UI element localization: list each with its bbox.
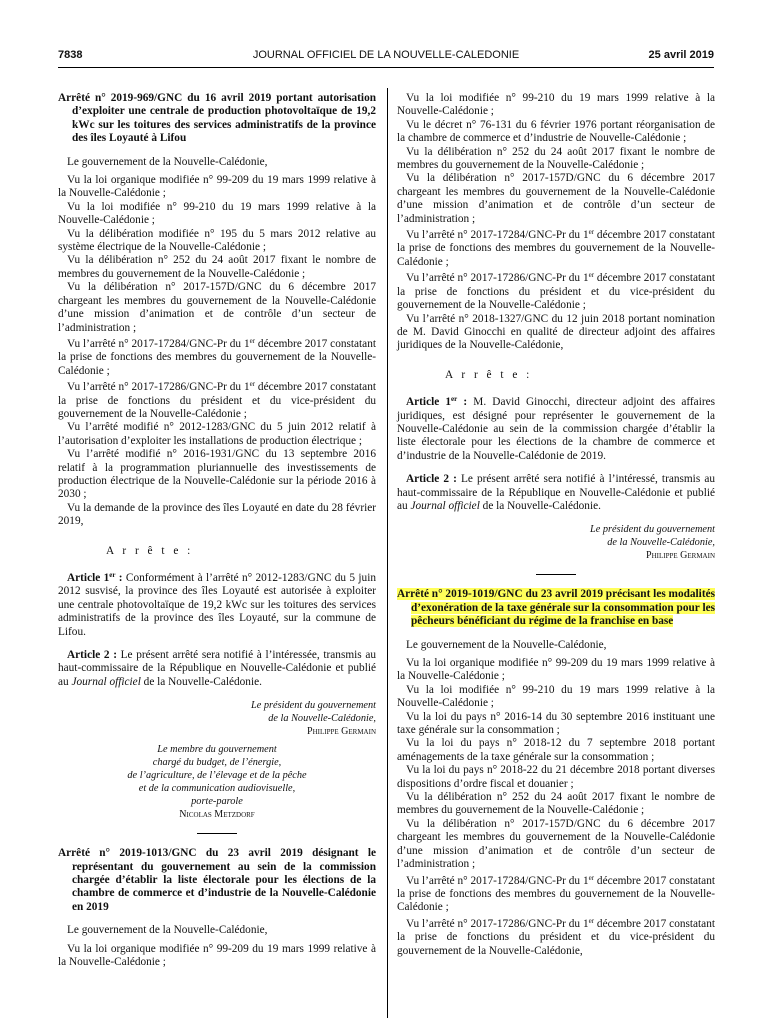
paragraph: Vu la loi du pays n° 2016-14 du 30 septembre 2016 instituant une taxe générale sur la consommation ; (397, 710, 715, 737)
signature-president: Le président du gouvernement de la Nouvelle-Calédonie, Philippe Germain (590, 524, 715, 562)
arrete-heading: A r r ê t e : (106, 544, 194, 557)
paragraph: Vu la loi modifiée n° 99-210 du 19 mars 1999 relative à la Nouvelle-Calédonie ; (397, 92, 715, 118)
page-number: 7838 (58, 49, 83, 61)
paragraph: Vu la délibération n° 2017-157D/GNC du 6 décembre 2017 chargeant les membres du gouvernement de la Nouvelle-Calédonie d’une mission d’animation et de contrôle d’un secteur de l’administration ; (58, 281, 376, 334)
article-2: Article 2 : Le présent arrêté sera notifié à l’intéressée, transmis au haut-commissaire de la République en Nouvelle-Calédonie et publié au Journal officiel de la Nouvelle-Calédonie. (58, 649, 376, 688)
decree-title-969: Arrêté n° 2019-969/GNC du 16 avril 2019 portant autorisation d’exploiter une centrale de production photovoltaïque de 19,2 kWc sur les toitures des services administratifs de la province des îles Loyauté à Lifou (58, 92, 376, 145)
paragraph: Vu l’arrêté n° 2017-17286/GNC-Pr du 1er décembre 2017 constatant la prise de fonctions du président et du vice-président du gouvernement de la Nouvelle-Calédonie ; (58, 380, 376, 420)
issue-date: 25 avril 2019 (648, 49, 714, 61)
left-column (58, 92, 376, 970)
page-header (58, 49, 714, 65)
paragraph: Vu l’arrêté n° 2017-17286/GNC-Pr du 1er décembre 2017 constatant la prise de fonctions du président et du vice-président du gouvernement de la Nouvelle-Calédonie ; (397, 271, 715, 312)
decree-title-1019 (397, 588, 715, 628)
paragraph: Vu l’arrêté n° 2017-17284/GNC-Pr du 1er décembre 2017 constatant la prise de fonctions des membres du gouvernement de la Nouvelle-Calédonie ; (58, 336, 376, 377)
paragraph: Le gouvernement de la Nouvelle-Calédonie, (67, 924, 268, 937)
journal-title: JOURNAL OFFICIEL DE LA NOUVELLE-CALEDONIE (252, 49, 520, 61)
highlighted-title: Arrêté n° 2019-1019/GNC du 23 avril 2019 précisant les modalités d’exonération de la taxe générale sur la consommation pour les pêcheurs bénéficiant du régime de la franchise en base (397, 588, 715, 628)
paragraph: Vu l’arrêté modifié n° 2012-1283/GNC du 5 juin 2012 relatif à l’autorisation d’exploiter les installations de production électrique ; (58, 421, 376, 447)
paragraph: Vu la délibération n° 252 du 24 août 2017 fixant le nombre de membres du gouvernement de la Nouvelle-Calédonie ; (397, 145, 715, 172)
paragraph: Vu la délibération modifiée n° 195 du 5 mars 2012 relative au système électrique de la Nouvelle-Calédonie ; (58, 227, 376, 254)
column-divider (387, 88, 388, 1018)
paragraph: Vu la loi organique modifiée n° 99-209 du 19 mars 1999 relative à la Nouvelle-Calédonie ; (397, 657, 715, 683)
right-column (397, 92, 715, 958)
paragraph: Vu l’arrêté n° 2017-17286/GNC-Pr du 1er décembre 2017 constatant la prise de fonctions du président et du vice-président du gouvernement de la Nouvelle-Calédonie, (397, 916, 715, 957)
paragraph: Vu la délibération n° 2017-157D/GNC du 6 décembre 2017 chargeant les membres du gouvernement de la Nouvelle-Calédonie d’une mission d’animation et de contrôle d’un secteur de l’administration ; (397, 817, 715, 871)
paragraph: Vu la loi organique modifiée n° 99-209 du 19 mars 1999 relative à la Nouvelle-Calédonie ; (58, 942, 376, 969)
paragraph: Vu la délibération n° 252 du 24 août 2017 fixant le nombre de membres du gouvernement de la Nouvelle-Calédonie ; (58, 254, 376, 280)
paragraph: Vu l’arrêté n° 2017-17284/GNC-Pr du 1er décembre 2017 constatant la prise de fonctions des membres du gouvernement de la Nouvelle-Calédonie ; (397, 873, 715, 914)
signature-president: Le président du gouvernement de la Nouvelle-Calédonie, Philippe Germain (251, 700, 376, 738)
signature-member: Le membre du gouvernement chargé du budget, de l’énergie, de l’agriculture, de l’élevage et de la pêche et de la communication audiovisuelle, porte-parole Nicolas Metzdorf (127, 744, 307, 821)
paragraph: Vu la demande de la province des îles Loyauté en date du 28 février 2019, (58, 501, 376, 528)
paragraph: Vu l’arrêté n° 2018-1327/GNC du 12 juin 2018 portant nomination de M. David Ginocchi en qualité de directeur adjoint des affaires juridiques de la Nouvelle-Calédonie, (397, 312, 715, 352)
paragraph: Vu l’arrêté n° 2017-17284/GNC-Pr du 1er décembre 2017 constatant la prise de fonctions des membres du gouvernement de la Nouvelle-Calédonie ; (397, 228, 715, 268)
paragraph: Vu la loi du pays n° 2018-12 du 7 septembre 2018 portant aménagements de la taxe générale sur la consommation ; (397, 737, 715, 763)
paragraph: Le gouvernement de la Nouvelle-Calédonie, (406, 638, 607, 651)
header-rule (58, 67, 714, 68)
article-2: Article 2 : Le présent arrêté sera notifié à l’intéressé, transmis au haut-commissaire de la République en Nouvelle-Calédonie et publié au Journal officiel de la Nouvelle-Calédonie. (397, 473, 715, 512)
paragraph: Vu la loi modifiée n° 99-210 du 19 mars 1999 relative à la Nouvelle-Calédonie ; (397, 683, 715, 710)
paragraph: Vu la délibération n° 252 du 24 août 2017 fixant le nombre de membres du gouvernement de la Nouvelle-Calédonie ; (397, 791, 715, 817)
paragraph: Vu la loi organique modifiée n° 99-209 du 19 mars 1999 relative à la Nouvelle-Calédonie ; (58, 174, 376, 200)
separator-rule (536, 574, 576, 575)
article-1: Article 1er : Conformément à l’arrêté n° 2012-1283/GNC du 5 juin 2012 susvisé, la province des îles Loyauté est autorisée à exploiter une centrale photovoltaïque de 19,2 kWc sur les toitures des services administratifs de la province des îles Loyauté, sur la commune de Lifou. (58, 571, 376, 638)
paragraph: Vu la délibération n° 2017-157D/GNC du 6 décembre 2017 chargeant les membres du gouvernement de la Nouvelle-Calédonie d’une mission d’animation et de contrôle d’un secteur de l’administration ; (397, 172, 715, 225)
article-1: Article 1er : M. David Ginocchi, directeur adjoint des affaires juridiques, est désigné pour représenter le gouvernement de la Nouvelle-Calédonie au sein de la commission chargée d’établir la liste électorale pour les élections de la chambre de commerce et d’industrie de la Nouvelle-Calédonie de 2019. (397, 395, 716, 462)
paragraph: Vu la loi modifiée n° 99-210 du 19 mars 1999 relative à la Nouvelle-Calédonie ; (58, 200, 376, 227)
paragraph: Le gouvernement de la Nouvelle-Calédonie, (67, 155, 268, 168)
paragraph: Vu le décret n° 76-131 du 6 février 1976 portant réorganisation de la chambre de commerce et d’industrie de Nouvelle-Calédonie ; (397, 118, 715, 145)
decree-title-1013: Arrêté n° 2019-1013/GNC du 23 avril 2019 désignant le représentant du gouvernement au sein de la commission chargée d’établir la liste électorale pour les élections de la chambre de commerce et d’industrie de la Nouvelle-Calédonie en 2019 (58, 847, 376, 913)
paragraph: Vu la loi du pays n° 2018-22 du 21 décembre 2018 portant diverses dispositions d’ordre fiscal et douanier ; (397, 764, 715, 790)
separator-rule (197, 833, 237, 834)
paragraph: Vu l’arrêté modifié n° 2016-1931/GNC du 13 septembre 2016 relatif à la programmation pluriannuelle des investissements de production électrique de la Nouvelle-Calédonie sur la période 2016 à 2030 ; (58, 448, 376, 501)
arrete-heading: A r r ê t e : (445, 368, 533, 381)
